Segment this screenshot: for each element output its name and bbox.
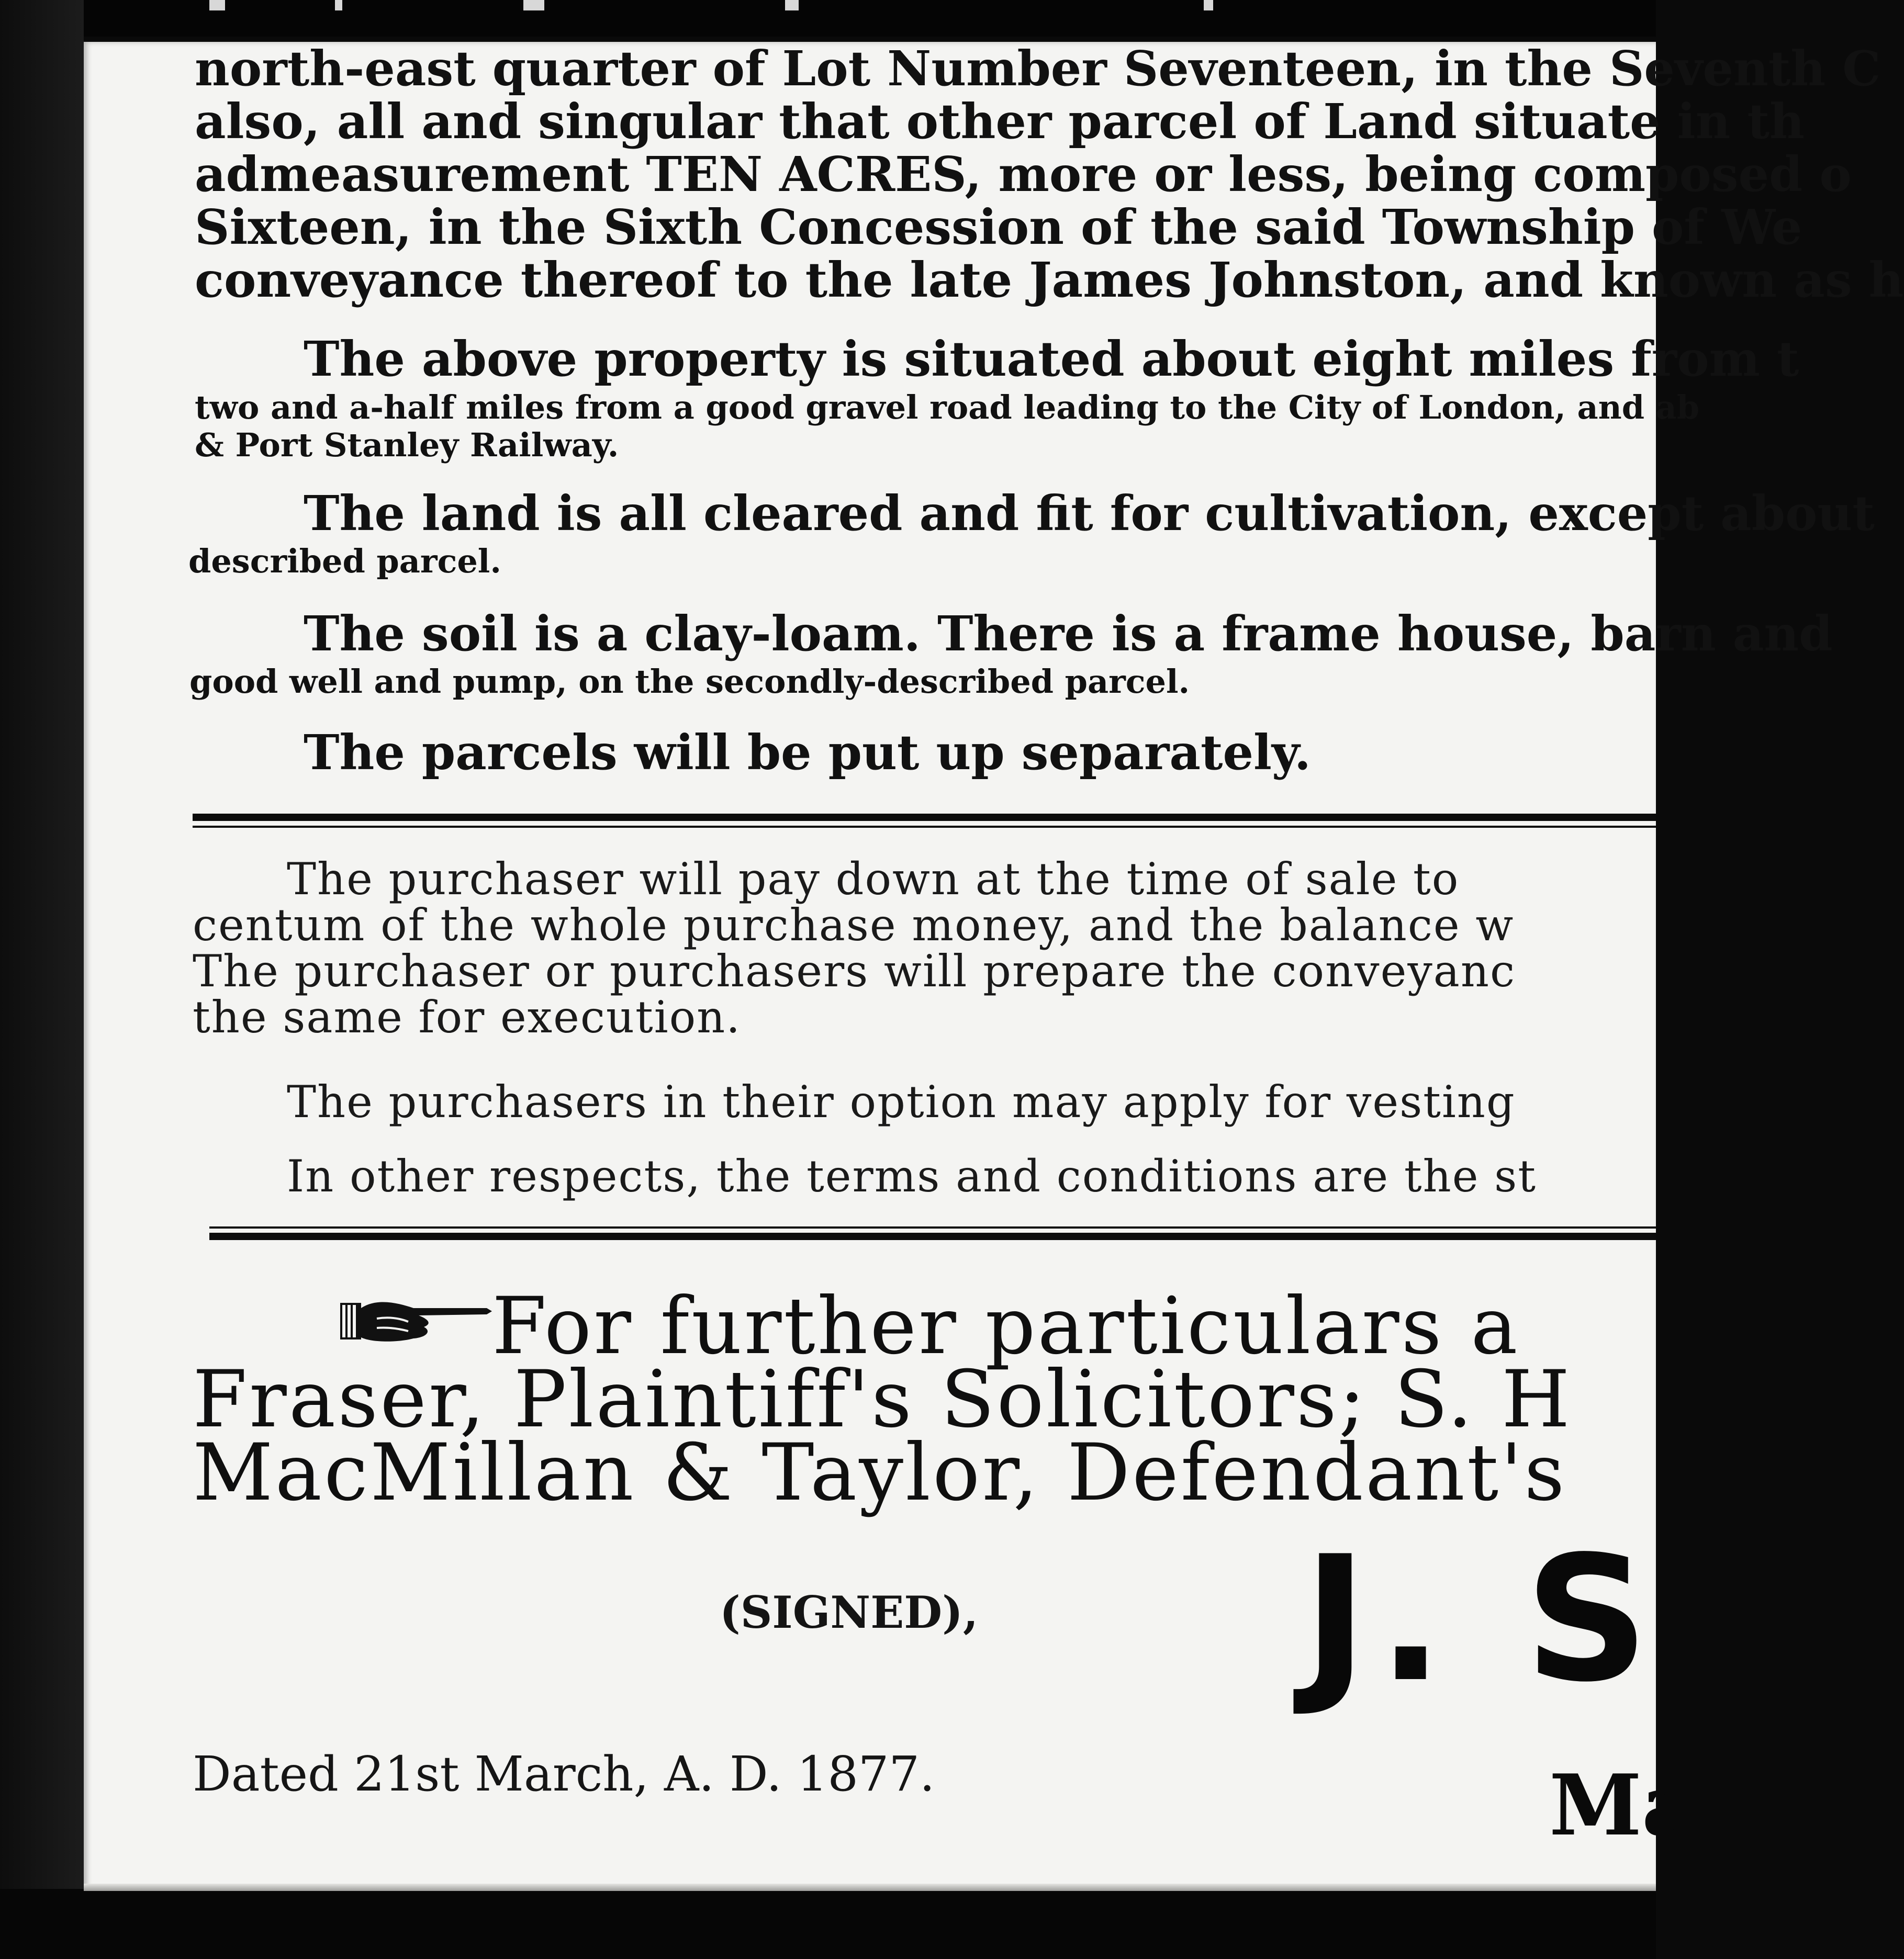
terms-vesting: The purchasers in their option may apply for vesting bbox=[287, 1076, 1516, 1128]
para3-lead: The land is all cleared and fit for cultivation, except about bbox=[304, 485, 1875, 542]
divider-thick-1 bbox=[193, 814, 1656, 821]
scan-bottom-border bbox=[0, 1889, 1656, 1959]
scan-speck bbox=[209, 0, 225, 10]
contact-line-1: For further particulars a bbox=[492, 1281, 1520, 1372]
para2-line-1: two and a-half miles from a good gravel road leading to the City of London, and ab bbox=[195, 388, 1700, 426]
terms-line-1: The purchaser will pay down at the time of sale to bbox=[287, 853, 1460, 905]
terms-line-2: centum of the whole purchase money, and the balance w bbox=[193, 899, 1515, 951]
signed-label: (SIGNED), bbox=[720, 1586, 979, 1638]
terms-other: In other respects, the terms and conditions are the st bbox=[287, 1151, 1537, 1202]
signature-title: Ma bbox=[1549, 1756, 1696, 1854]
terms-line-4: the same for execution. bbox=[193, 992, 741, 1043]
para3-line-1: described parcel. bbox=[188, 542, 501, 580]
date-line: Dated 21st March, A. D. 1877. bbox=[193, 1746, 935, 1802]
para4-lead: The soil is a clay-loam. There is a frame house, barn and bbox=[304, 605, 1833, 662]
scan-speck bbox=[523, 0, 544, 10]
para1-line-5: conveyance thereof to the late James Johnston, and known as h bbox=[195, 252, 1904, 308]
scan-top-border bbox=[0, 0, 1656, 37]
scan-speck bbox=[785, 0, 799, 10]
para4-line-1: good well and pump, on the secondly-described parcel. bbox=[189, 662, 1190, 701]
contact-line-3: MacMillan & Taylor, Defendant's bbox=[193, 1427, 1567, 1518]
paper-bottom-edge bbox=[84, 1884, 1656, 1891]
para2-line-2: & Port Stanley Railway. bbox=[195, 426, 619, 464]
para2-lead: The above property is situated about eight miles from t bbox=[304, 331, 1799, 387]
signature-initials: J. S bbox=[1303, 1519, 1660, 1720]
para5-lead: The parcels will be put up separately. bbox=[304, 724, 1311, 781]
scan-speck bbox=[1204, 0, 1213, 10]
para1-line-4: Sixteen, in the Sixth Concession of the said Township of We bbox=[195, 199, 1802, 255]
divider-thin-1 bbox=[193, 826, 1656, 828]
divider-thin-2 bbox=[209, 1226, 1656, 1229]
contact-line-2: Fraser, Plaintiff's Solicitors; S. H bbox=[193, 1354, 1572, 1445]
para1-line-3: admeasurement TEN ACRES, more or less, being composed o bbox=[195, 146, 1852, 202]
para1-line-2: also, all and singular that other parcel of Land situate in th bbox=[195, 93, 1805, 150]
scan-left-border bbox=[0, 0, 84, 1959]
terms-line-3: The purchaser or purchasers will prepare the conveyanc bbox=[193, 945, 1516, 997]
para1-line-1: north-east quarter of Lot Number Seventeen, in the Seventh C bbox=[195, 40, 1881, 97]
scan-speck bbox=[335, 0, 342, 10]
divider-thick-2 bbox=[209, 1233, 1656, 1240]
pointing-hand-icon bbox=[340, 1292, 492, 1350]
